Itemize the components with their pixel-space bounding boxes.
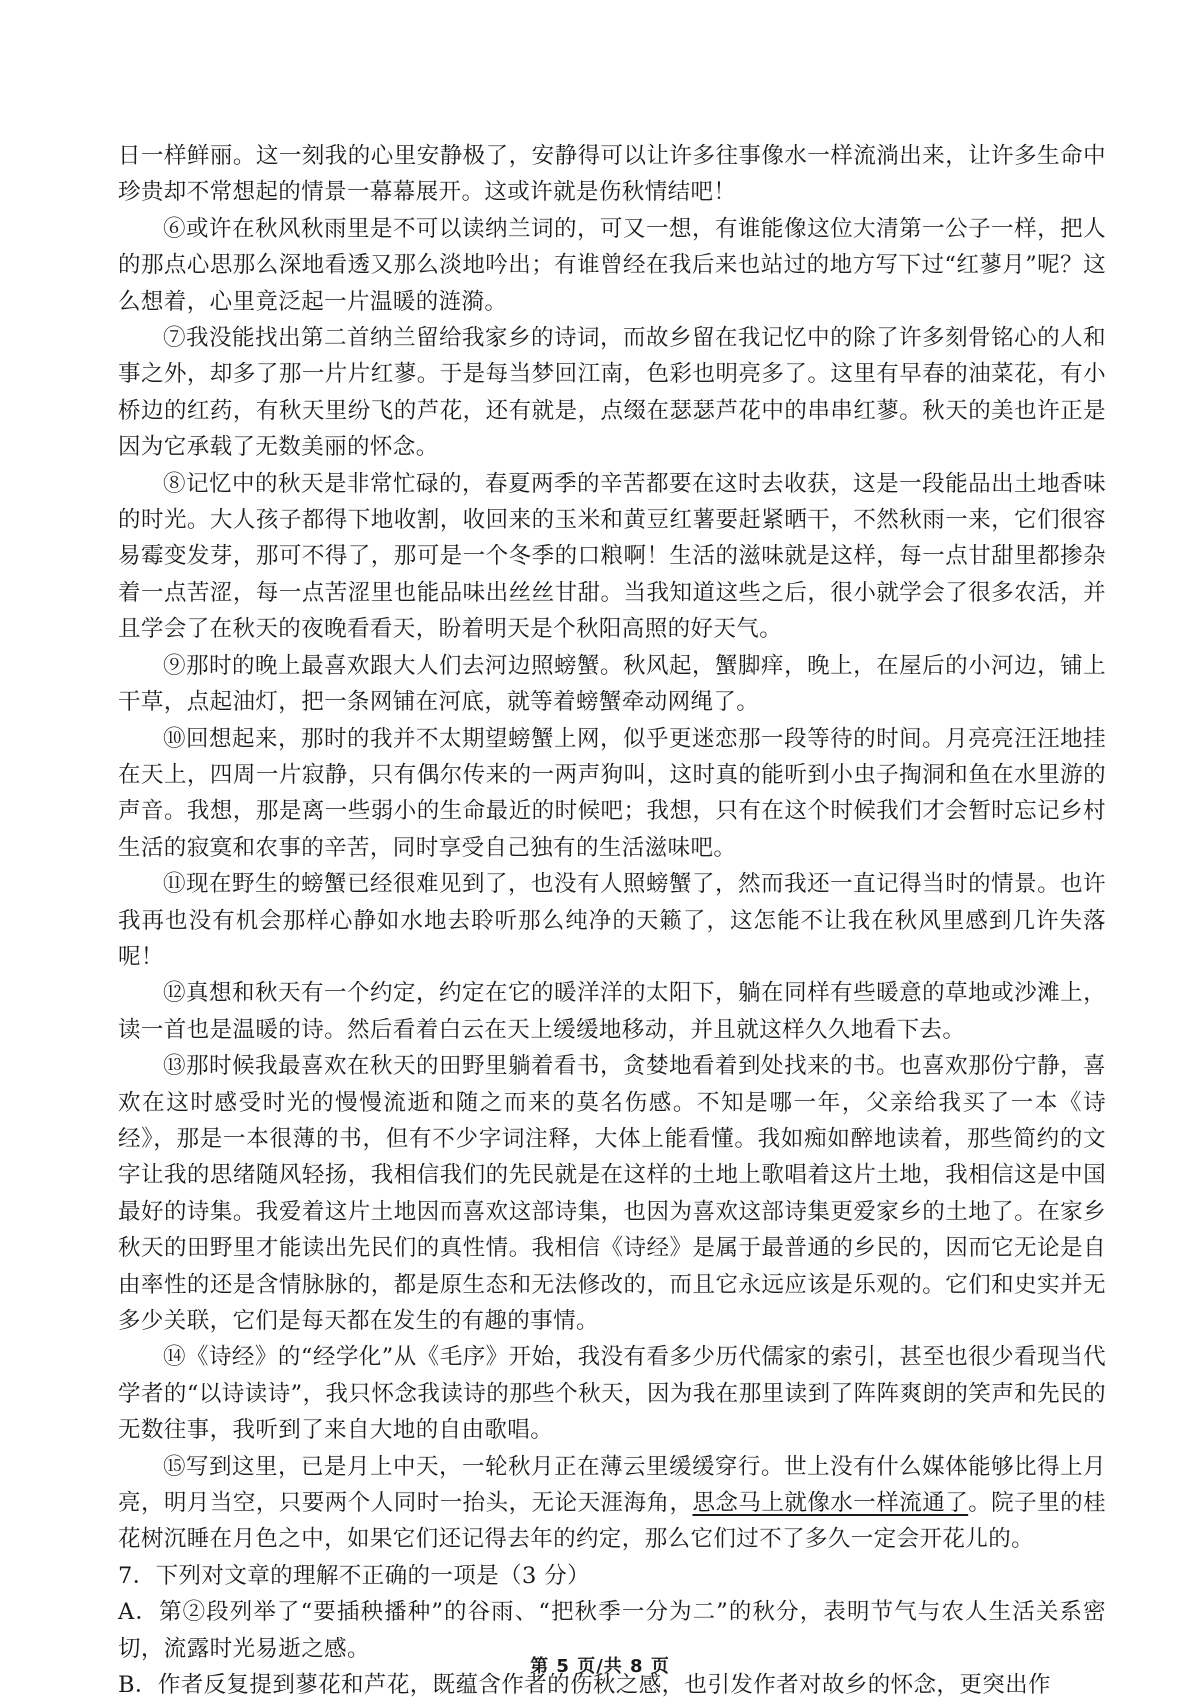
question-7-option-a: A．第②段列举了“要插秧播种”的谷雨、“把秋季一分为二”的秋分，表明节气与农人生活关系密切，流露时光易逝之感。 xyxy=(118,1599,1106,1662)
paragraph-6: ⑥或许在秋风秋雨里是不可以读纳兰词的，可又一想，有谁能像这位大清第一公子一样，把人的那点心思那么深地看透又那么淡地吟出；有谁曾经在我后来也站过的地方写下过“红蓼月”呢？这么想着，心里竟泛起一片温暖的涟漪。 xyxy=(118,215,1106,315)
paragraph-9: ⑨那时的晚上最喜欢跟大人们去河边照螃蟹。秋风起，蟹脚痒，晚上，在屋后的小河边，铺上干草，点起油灯，把一条网铺在河底，就等着螃蟹牵动网绳了。 xyxy=(118,652,1106,716)
page-number: 第 5 页/共 8 页 xyxy=(530,1656,670,1677)
question-7-option-b: B．作者反复提到蓼花和芦花，既蕴含作者的伤秋之感，也引发作者对故乡的怀念，更突出作 xyxy=(118,1672,1051,1699)
document-page xyxy=(118,138,1106,1703)
paragraph-15-text-after: 。院子里的桂花树沉睡在月色之中，如果它们还记得去年的约定，那么它们过不了多久一定会开花儿的。 xyxy=(118,1490,1106,1553)
underlined-sentence: 思念马上就像水一样流通了 xyxy=(692,1490,969,1517)
paragraph-14: ⑭《诗经》的“经学化”从《毛序》开始，我没有看多少历代儒家的索引，甚至也很少看现当代学者的“以诗读诗”，我只怀念我读诗的那些个秋天，因为我在那里读到了阵阵爽朗的笑声和先民的无数往事，我听到了来自大地的自由歌唱。 xyxy=(118,1344,1106,1444)
paragraph-10: ⑩回想起来，那时的我并不太期望螃蟹上网，似乎更迷恋那一段等待的时间。月亮亮汪汪地挂在天上，四周一片寂静，只有偶尔传来的一两声狗叫，这时真的能听到小虫子掏洞和鱼在水里游的声音。我想，那是离一些弱小的生命最近的时候吧；我想，只有在这个时候我们才会暂时忘记乡村生活的寂寞和农事的辛苦，同时享受自己独有的生活滋味吧。 xyxy=(118,725,1106,861)
paragraph-13: ⑬那时候我最喜欢在秋天的田野里躺着看书，贪婪地看着到处找来的书。也喜欢那份宁静，喜欢在这时感受时光的慢慢流逝和随之而来的莫名伤感。不知是哪一年，父亲给我买了一本《诗经》，那是一本很薄的书，但有不少字词注释，大体上能看懂。我如痴如醉地读着，那些简约的文字让我的思绪随风轻扬，我相信我们的先民就是在这样的土地上歌唱着这片土地，我相信这是中国最好的诗集。我爱着这片土地因而喜欢这部诗集，也因为喜欢这部诗集更爱家乡的土地了。在家乡秋天的田野里才能读出先民们的真性情。我相信《诗经》是属于最普通的乡民的，因而它无论是自由率性的还是含情脉脉的，都是原生态和无法修改的，而且它永远应该是乐观的。它们和史实并无多少关联，它们是每天都在发生的有趣的事情。 xyxy=(118,1053,1106,1334)
paragraph-15-text-before: ⑮写到这里，已是月上中天，一轮秋月正在薄云里缓缓穿行。世上没有什么媒体能够比得上月亮，明月当空，只要两个人同时一抬头，无论天涯海角， xyxy=(118,1453,1106,1517)
paragraph-12: ⑫真想和秋天有一个约定，约定在它的暖洋洋的太阳下，躺在同样有些暖意的草地或沙滩上，读一首也是温暖的诗。然后看着白云在天上缓缓地移动，并且就这样久久地看下去。 xyxy=(118,980,1106,1043)
question-7-stem: 7．下列对文章的理解不正确的一项是（3 分） xyxy=(118,1562,591,1589)
paragraph-11: ⑪现在野生的螃蟹已经很难见到了，也没有人照螃蟹了，然而我还一直记得当时的情景。也许我再也没有机会那样心静如水地去聆听那么纯净的天籁了，这怎能不让我在秋风里感到几许失落呢！ xyxy=(118,871,1106,970)
paragraph-15 xyxy=(118,1449,1106,1558)
paragraph-intro: 日一样鲜丽。这一刻我的心里安静极了，安静得可以让许多往事像水一样流淌出来，让许多生命中珍贵却不常想起的情景一幕幕展开。这或许就是伤秋情结吧！ xyxy=(118,143,1106,206)
paragraph-7: ⑦我没能找出第二首纳兰留给我家乡的诗词，而故乡留在我记忆中的除了许多刻骨铭心的人和事之外，却多了那一片片红蓼。于是每当梦回江南，色彩也明亮多了。这里有早春的油菜花，有小桥边的红药，有秋天里纷飞的芦花，还有就是，点缀在瑟瑟芦花中的串串红蓼。秋天的美也许正是因为它承载了无数美丽的怀念。 xyxy=(118,325,1106,461)
paragraph-8: ⑧记忆中的秋天是非常忙碌的，春夏两季的辛苦都要在这时去收获，这是一段能品出土地香味的时光。大人孩子都得下地收割，收回来的玉米和黄豆红薯要赶紧晒干，不然秋雨一来，它们很容易霉变发芽，那可不得了，那可是一个冬季的口粮啊！生活的滋味就是这样，每一点甘甜里都掺杂着一点苦涩，每一点苦涩里也能品味出丝丝甘甜。当我知道这些之后，很小就学会了很多农活，并且学会了在秋天的夜晚看看天，盼着明天是个秋阳高照的好天气。 xyxy=(118,470,1106,643)
